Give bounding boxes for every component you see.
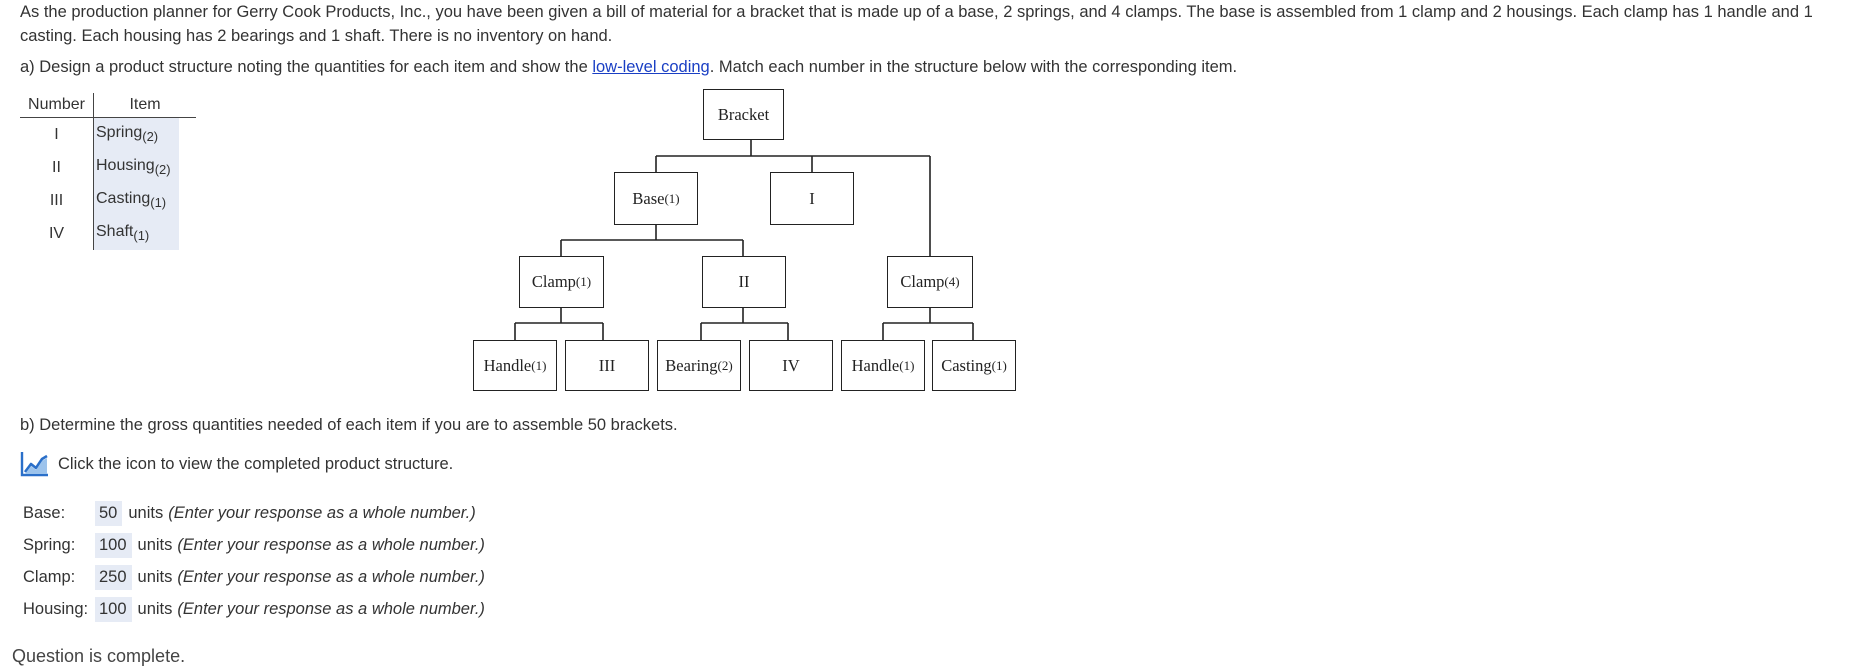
answer-unit: units bbox=[137, 567, 173, 586]
answer-label: Housing: bbox=[23, 599, 89, 618]
row-number: IV bbox=[20, 217, 94, 250]
node-label: Bearing bbox=[665, 355, 718, 375]
answer-row-base bbox=[23, 499, 476, 527]
item-qty: (2) bbox=[142, 129, 159, 144]
part-a-suffix: . Match each number in the structure below with the corresponding item. bbox=[709, 58, 1238, 76]
item-iii-node bbox=[565, 340, 649, 391]
answer-label: Spring: bbox=[23, 535, 76, 554]
answer-hint: (Enter your response as a whole number.) bbox=[177, 567, 485, 586]
item-name: Spring bbox=[96, 124, 143, 141]
row-number: II bbox=[20, 151, 94, 184]
completion-status: Question is complete. bbox=[12, 646, 186, 666]
spring-answer-input[interactable]: 100 bbox=[95, 533, 132, 558]
answer-row-clamp bbox=[23, 563, 485, 591]
base-answer-input[interactable]: 50 bbox=[95, 501, 122, 526]
clamp-left-node: Clamp (1) bbox=[519, 256, 604, 308]
clamp-answer-input[interactable]: 250 bbox=[95, 565, 132, 590]
clamp-right-node: Clamp (4) bbox=[887, 256, 973, 308]
item-qty: (1) bbox=[150, 195, 167, 210]
node-label: IV bbox=[782, 355, 800, 375]
part-a-prefix: a) Design a product structure noting the quantities for each item and show the bbox=[20, 58, 593, 76]
answer-row-spring bbox=[23, 531, 485, 559]
item-name: Housing bbox=[96, 157, 155, 174]
row-number: III bbox=[20, 184, 94, 217]
answer-unit: units bbox=[137, 599, 173, 618]
problem-statement: As the production planner for Gerry Cook Products, Inc., you have been given a bill of material for a bracket that is made up of a base, 2 springs, and 4 clamps. The base is assembled from 1 clamp and 2 housings. Each clamp has 1 handle and 1 casting. Each housing has 2 bearings and 1 shaft. There is no inventory on hand. bbox=[20, 3, 1813, 45]
part-b-instructions: b) Determine the gross quantities needed of each item if you are to assemble 50 brackets. bbox=[20, 416, 678, 434]
housing-answer-input[interactable]: 100 bbox=[95, 597, 132, 622]
row-number: I bbox=[20, 118, 94, 152]
item-iv-node bbox=[749, 340, 833, 391]
item-qty: (1) bbox=[133, 228, 150, 243]
node-label: II bbox=[738, 272, 750, 291]
bearing-node: Bearing (2) bbox=[657, 340, 741, 391]
item-qty: (2) bbox=[154, 162, 171, 177]
node-label: I bbox=[809, 188, 815, 208]
answer-hint: (Enter your response as a whole number.) bbox=[168, 503, 476, 522]
node-label: Casting bbox=[941, 355, 992, 375]
node-label: Base bbox=[632, 188, 665, 208]
node-label: Handle bbox=[851, 355, 900, 375]
node-label: Clamp bbox=[531, 272, 576, 291]
answer-unit: units bbox=[128, 503, 164, 522]
item-ii-node bbox=[702, 256, 786, 308]
number-header: Number bbox=[20, 93, 94, 118]
node-label: Clamp bbox=[900, 272, 945, 291]
handle-left-node: Handle (1) bbox=[473, 340, 557, 391]
item-header: Item bbox=[94, 93, 197, 118]
node-label: III bbox=[598, 355, 616, 375]
item-name: Shaft bbox=[96, 223, 134, 240]
answer-label: Base: bbox=[23, 503, 66, 522]
view-structure-caption: Click the icon to view the completed product structure. bbox=[58, 454, 454, 473]
item-name: Casting bbox=[96, 190, 151, 207]
answer-row-housing bbox=[23, 595, 485, 623]
bracket-node bbox=[703, 89, 784, 140]
answer-hint: (Enter your response as a whole number.) bbox=[177, 535, 485, 554]
answer-hint: (Enter your response as a whole number.) bbox=[177, 599, 485, 618]
answer-label: Clamp: bbox=[23, 567, 76, 586]
view-structure-row bbox=[20, 450, 453, 478]
item-i-node bbox=[770, 172, 854, 225]
answer-unit: units bbox=[137, 535, 173, 554]
low-level-coding-link[interactable]: low-level coding bbox=[592, 58, 710, 76]
line-chart-icon[interactable] bbox=[20, 450, 50, 478]
node-label: Handle bbox=[483, 355, 532, 375]
node-label: Bracket bbox=[717, 104, 770, 124]
handle-right-node: Handle (1) bbox=[841, 340, 925, 391]
base-node: Base (1) bbox=[614, 172, 698, 225]
casting-right-node: Casting (1) bbox=[932, 340, 1016, 391]
